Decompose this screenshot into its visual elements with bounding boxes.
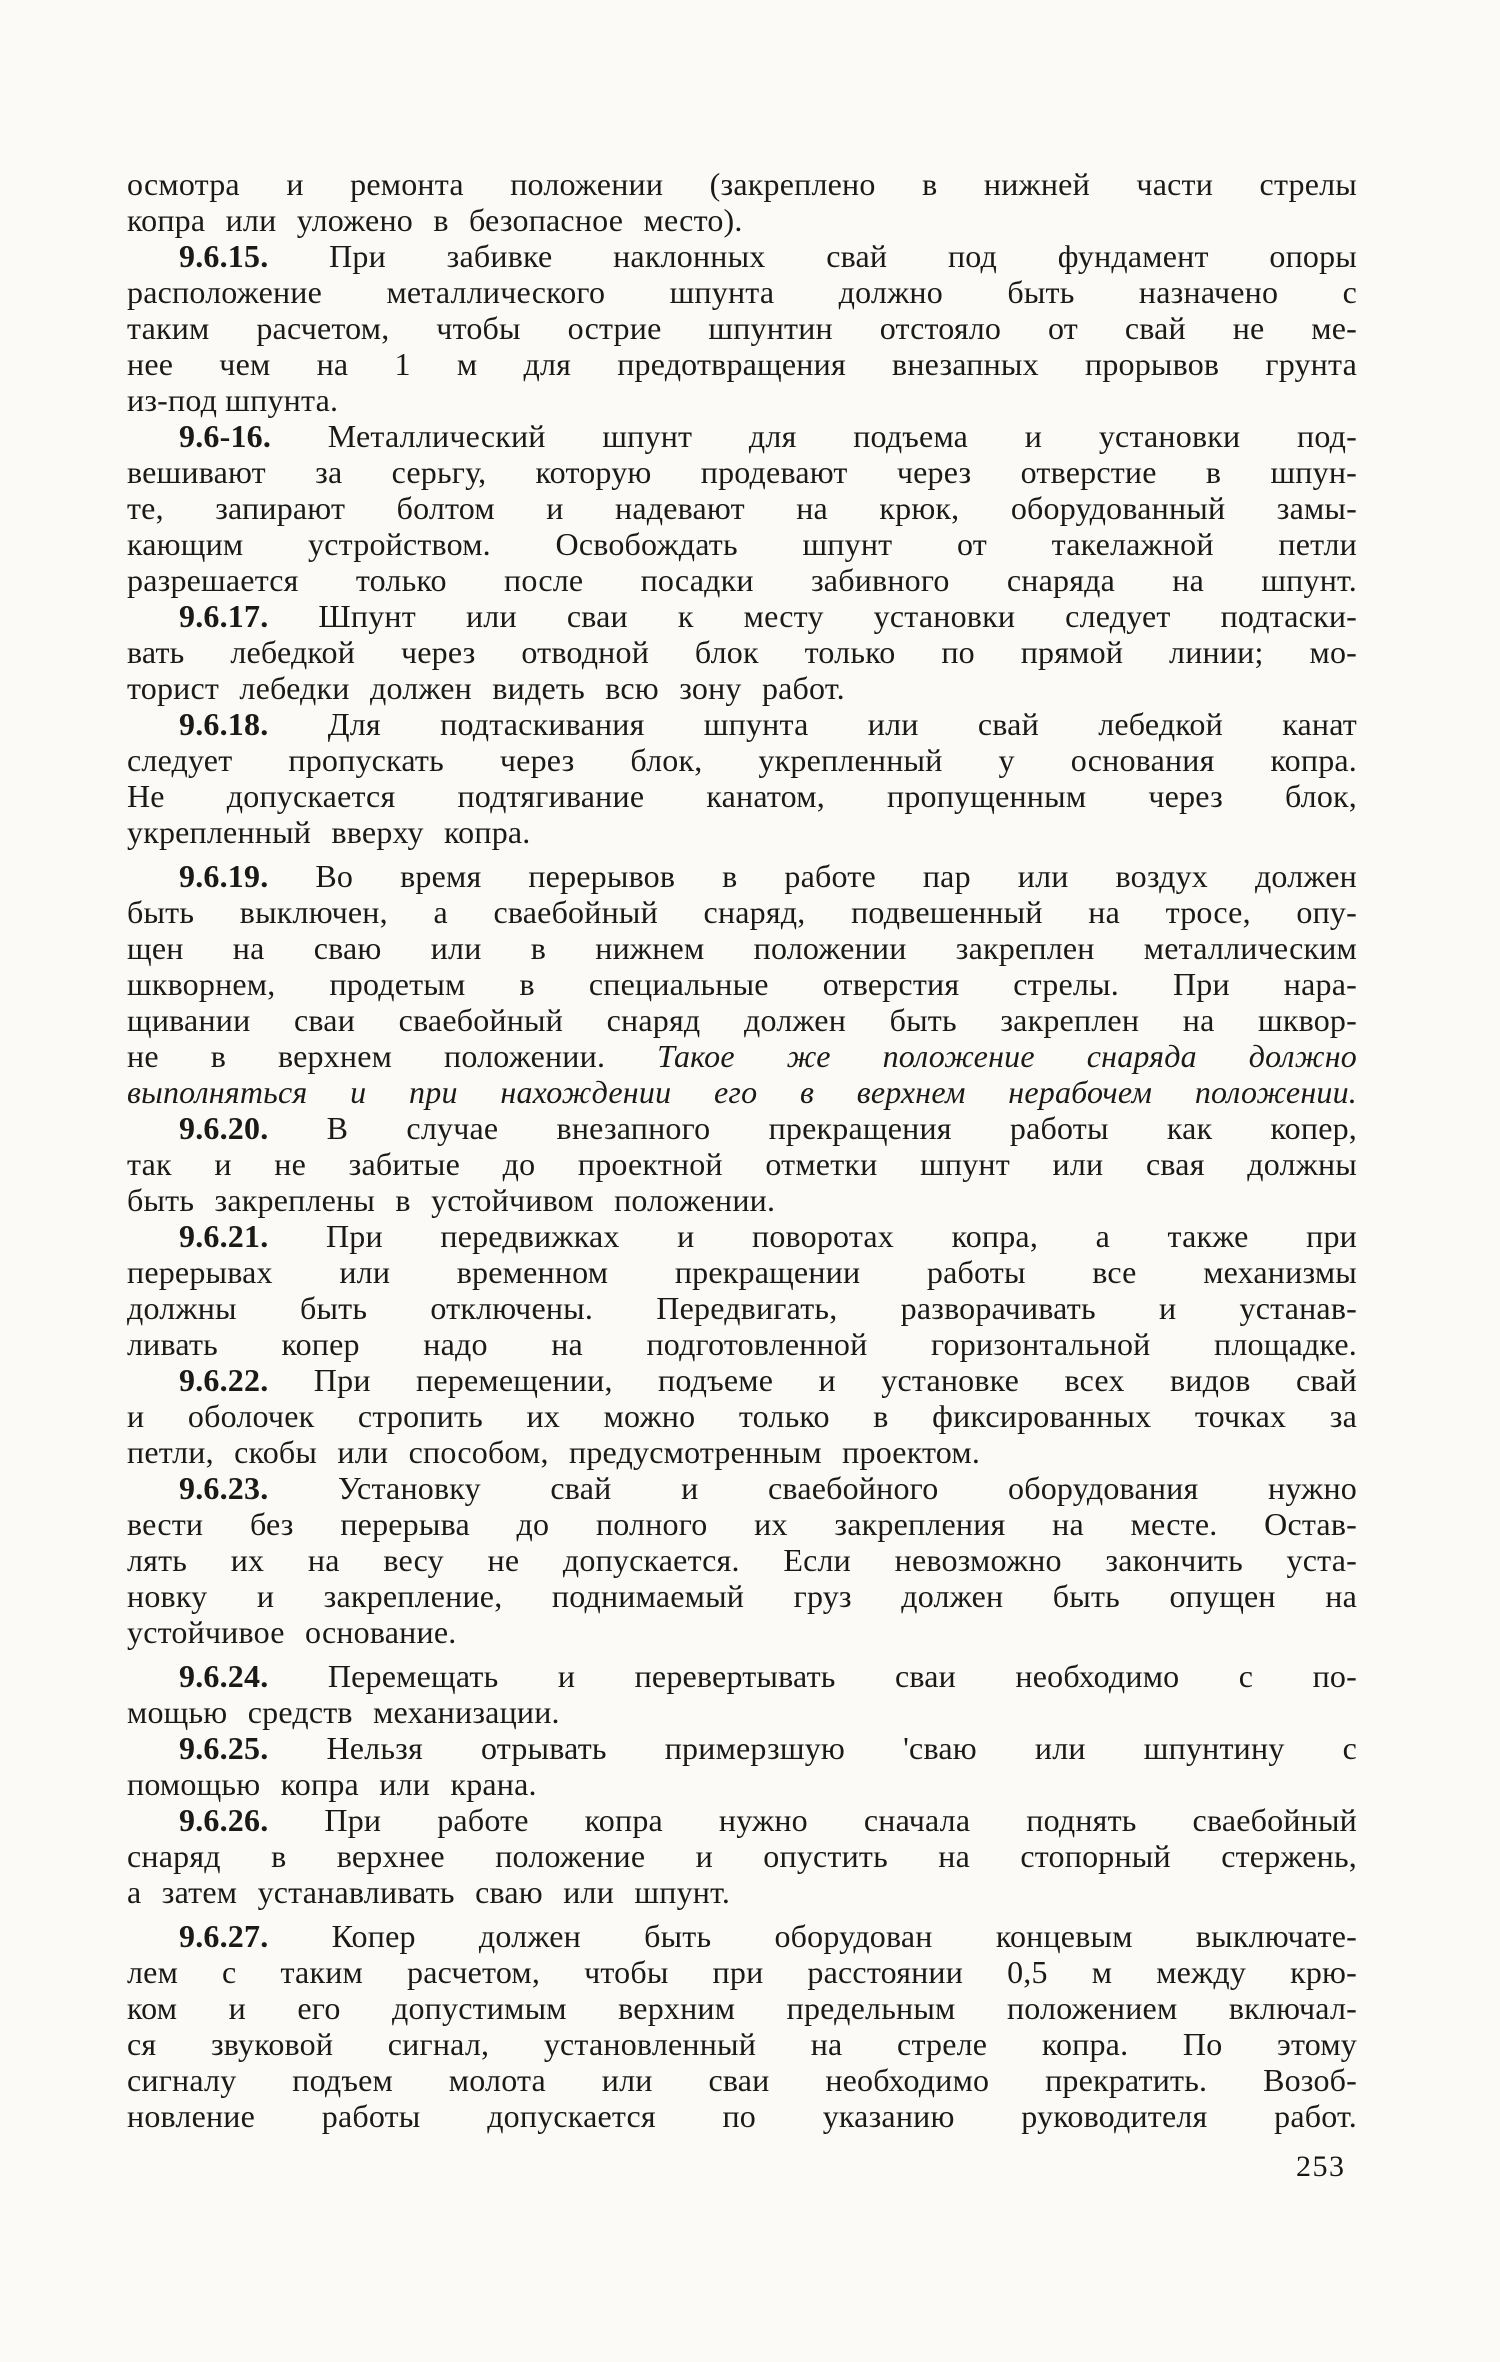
text-run: Перемещать и перевертывать сваи необходимо с по-	[268, 1658, 1357, 1694]
text-line	[127, 1874, 1357, 1910]
text-line	[127, 1542, 1357, 1578]
text-line	[127, 418, 1357, 454]
text-line	[127, 346, 1357, 382]
paragraph-number: 9.6.19.	[179, 858, 269, 894]
text-line	[127, 778, 1357, 814]
text-line	[127, 858, 1357, 894]
text-run: разрешается только после посадки забивного снаряда на шпунт.	[127, 562, 1357, 598]
paragraph-number: 9.6.15.	[179, 238, 269, 274]
text-line	[127, 1730, 1357, 1766]
text-line	[127, 526, 1357, 562]
text-run: Шпунт или сваи к месту установки следует подтаски-	[268, 598, 1357, 634]
text-line	[127, 1954, 1357, 1990]
text-line	[127, 1398, 1357, 1434]
paragraph-number: 9.6.17.	[179, 598, 269, 634]
text-run: следует пропускать через блок, укрепленный у основания копра.	[127, 742, 1357, 778]
paragraph-number: 9.6.20.	[179, 1110, 269, 1146]
text-run: вести без перерыва до полного их закрепления на месте. Остав-	[127, 1506, 1357, 1542]
text-run: Для подтаскивания шпунта или свай лебедкой канат	[268, 706, 1357, 742]
paragraph-number: 9.6.18.	[179, 706, 269, 742]
text-run: должны быть отключены. Передвигать, разворачивать и устанав-	[127, 1290, 1357, 1326]
text-run: вешивают за серьгу, которую продевают через отверстие в шпун-	[127, 454, 1357, 490]
text-line	[127, 1038, 1357, 1074]
emphasized-text: Такое же положение снаряда должно	[657, 1038, 1357, 1074]
text-line	[127, 382, 1357, 418]
paragraph	[127, 1110, 1357, 1218]
paragraph	[127, 1470, 1357, 1650]
paragraph	[127, 238, 1357, 418]
paragraph-number: 9.6-16.	[179, 418, 272, 454]
text-run: кающим устройством. Освобождать шпунт от такелажной петли	[127, 526, 1357, 562]
paragraph	[127, 706, 1357, 850]
text-run: сигналу подъем молота или сваи необходимо прекратить. Возоб-	[127, 2062, 1357, 2098]
text-run: укрепленный вверху копра.	[127, 814, 531, 850]
text-line	[127, 454, 1357, 490]
text-run: не в верхнем положении.	[127, 1038, 658, 1074]
paragraph	[127, 1218, 1357, 1362]
text-run: Металлический шпунт для подъема и установки под-	[271, 418, 1357, 454]
text-run: ком и его допустимым верхним предельным положением включал-	[127, 1990, 1357, 2026]
text-line	[127, 1290, 1357, 1326]
text-run: щивании сваи сваебойный снаряд должен быть закреплен на шквор-	[127, 1002, 1357, 1038]
text-line	[127, 598, 1357, 634]
text-line	[127, 1694, 1357, 1730]
text-run: При работе копра нужно сначала поднять сваебойный	[268, 1802, 1357, 1838]
paragraph	[127, 598, 1357, 706]
text-line	[127, 634, 1357, 670]
text-run: В случае внезапного прекращения работы как копер,	[268, 1110, 1357, 1146]
text-run: расположение металлического шпунта должно быть назначено с	[127, 274, 1357, 310]
text-line	[127, 894, 1357, 930]
text-line	[127, 1614, 1357, 1650]
text-run: быть выключен, а сваебойный снаряд, подвешенный на тросе, опу-	[127, 894, 1357, 930]
text-run: помощью копра или крана.	[127, 1766, 537, 1802]
text-run: копра или уложено в безопасное место).	[127, 202, 743, 238]
text-block	[127, 166, 1357, 2134]
paragraph-number: 9.6.22.	[179, 1362, 269, 1398]
text-line	[127, 670, 1357, 706]
text-run: При передвижках и поворотах копра, а также при	[268, 1218, 1357, 1254]
text-run: устойчивое основание.	[127, 1614, 457, 1650]
text-line	[127, 1578, 1357, 1614]
text-run: Не допускается подтягивание канатом, пропущенным через блок,	[127, 778, 1357, 814]
text-line	[127, 1838, 1357, 1874]
text-run: Нельзя отрывать примерзшую 'сваю или шпунтину с	[268, 1730, 1357, 1766]
paragraph	[127, 1802, 1357, 1910]
text-line	[127, 490, 1357, 526]
text-line	[127, 2026, 1357, 2062]
text-line	[127, 966, 1357, 1002]
text-run: а затем устанавливать сваю или шпунт.	[127, 1874, 731, 1910]
text-run: ся звуковой сигнал, установленный на стреле копра. По этому	[127, 2026, 1357, 2062]
text-line	[127, 1470, 1357, 1506]
text-line	[127, 1658, 1357, 1694]
text-run: мощью средств механизации.	[127, 1694, 560, 1730]
text-line	[127, 706, 1357, 742]
text-line	[127, 1002, 1357, 1038]
text-line	[127, 1326, 1357, 1362]
text-run: щен на сваю или в нижнем положении закреплен металлическим	[127, 930, 1357, 966]
paragraph-number: 9.6.27.	[179, 1918, 269, 1954]
text-line	[127, 562, 1357, 598]
text-run: ливать копер надо на подготовленной горизонтальной площадке.	[127, 1326, 1357, 1362]
paragraph-number: 9.6.21.	[179, 1218, 269, 1254]
text-run: лять их на весу не допускается. Если невозможно закончить уста-	[127, 1542, 1357, 1578]
text-line	[127, 310, 1357, 346]
text-run: При перемещении, подъеме и установке всех видов свай	[268, 1362, 1357, 1398]
text-run: вать лебедкой через отводной блок только по прямой линии; мо-	[127, 634, 1357, 670]
text-line	[127, 1434, 1357, 1470]
text-line	[127, 1218, 1357, 1254]
paragraph-number: 9.6.23.	[179, 1470, 269, 1506]
text-line	[127, 1802, 1357, 1838]
text-run: торист лебедки должен видеть всю зону работ.	[127, 670, 845, 706]
text-run: быть закреплены в устойчивом положении.	[127, 1182, 776, 1218]
text-run: Копер должен быть оборудован концевым выключате-	[268, 1918, 1357, 1954]
text-line	[127, 238, 1357, 274]
text-line	[127, 742, 1357, 778]
text-line	[127, 1254, 1357, 1290]
text-line	[127, 166, 1357, 202]
paragraph-number: 9.6.24.	[179, 1658, 269, 1694]
paragraph-number: 9.6.26.	[179, 1802, 269, 1838]
text-run: петли, скобы или способом, предусмотренным проектом.	[127, 1434, 981, 1470]
text-line	[127, 2098, 1357, 2134]
text-run: из-под шпунта.	[127, 382, 339, 418]
text-line	[127, 1146, 1357, 1182]
text-run: новление работы допускается по указанию руководителя работ.	[127, 2098, 1357, 2134]
text-run: те, запирают болтом и надевают на крюк, оборудованный замы-	[127, 490, 1357, 526]
text-line	[127, 274, 1357, 310]
text-line	[127, 1110, 1357, 1146]
text-run: новку и закрепление, поднимаемый груз должен быть опущен на	[127, 1578, 1357, 1614]
text-run: шкворнем, продетым в специальные отверстия стрелы. При нара-	[127, 966, 1357, 1002]
paragraph	[127, 166, 1357, 238]
text-line	[127, 1182, 1357, 1218]
text-run: Установку свай и сваебойного оборудования нужно	[268, 1470, 1357, 1506]
text-line	[127, 1074, 1357, 1110]
text-run: нее чем на 1 м для предотвращения внезапных прорывов грунта	[127, 346, 1357, 382]
paragraph-number: 9.6.25.	[179, 1730, 269, 1766]
text-line	[127, 2062, 1357, 2098]
paragraph	[127, 1918, 1357, 2134]
text-line	[127, 202, 1357, 238]
paragraph	[127, 858, 1357, 1110]
page-number: 253	[1296, 2150, 1346, 2183]
text-line	[127, 1918, 1357, 1954]
text-run: При забивке наклонных свай под фундамент опоры	[268, 238, 1357, 274]
text-run: снаряд в верхнее положение и опустить на стопорный стержень,	[127, 1838, 1357, 1874]
text-run: лем с таким расчетом, чтобы при расстоянии 0,5 м между крю-	[127, 1954, 1357, 1990]
paragraph	[127, 1658, 1357, 1730]
text-line	[127, 1362, 1357, 1398]
text-line	[127, 1990, 1357, 2026]
emphasized-text: выполняться и при нахождении его в верхнем нерабочем положении.	[127, 1074, 1357, 1110]
text-run: Во время перерывов в работе пар или воздух должен	[268, 858, 1357, 894]
text-run: так и не забитые до проектной отметки шпунт или свая должны	[127, 1146, 1357, 1182]
text-run: таким расчетом, чтобы острие шпунтин отстояло от свай не ме-	[127, 310, 1357, 346]
text-line	[127, 1506, 1357, 1542]
text-line	[127, 930, 1357, 966]
text-run: осмотра и ремонта положении (закреплено в нижней части стрелы	[127, 166, 1357, 202]
text-line	[127, 1766, 1357, 1802]
text-run: перерывах или временном прекращении работы все механизмы	[127, 1254, 1357, 1290]
paragraph	[127, 1730, 1357, 1802]
paragraph	[127, 1362, 1357, 1470]
paragraph	[127, 418, 1357, 598]
text-line	[127, 814, 1357, 850]
text-run: и оболочек стропить их можно только в фиксированных точках за	[127, 1398, 1357, 1434]
